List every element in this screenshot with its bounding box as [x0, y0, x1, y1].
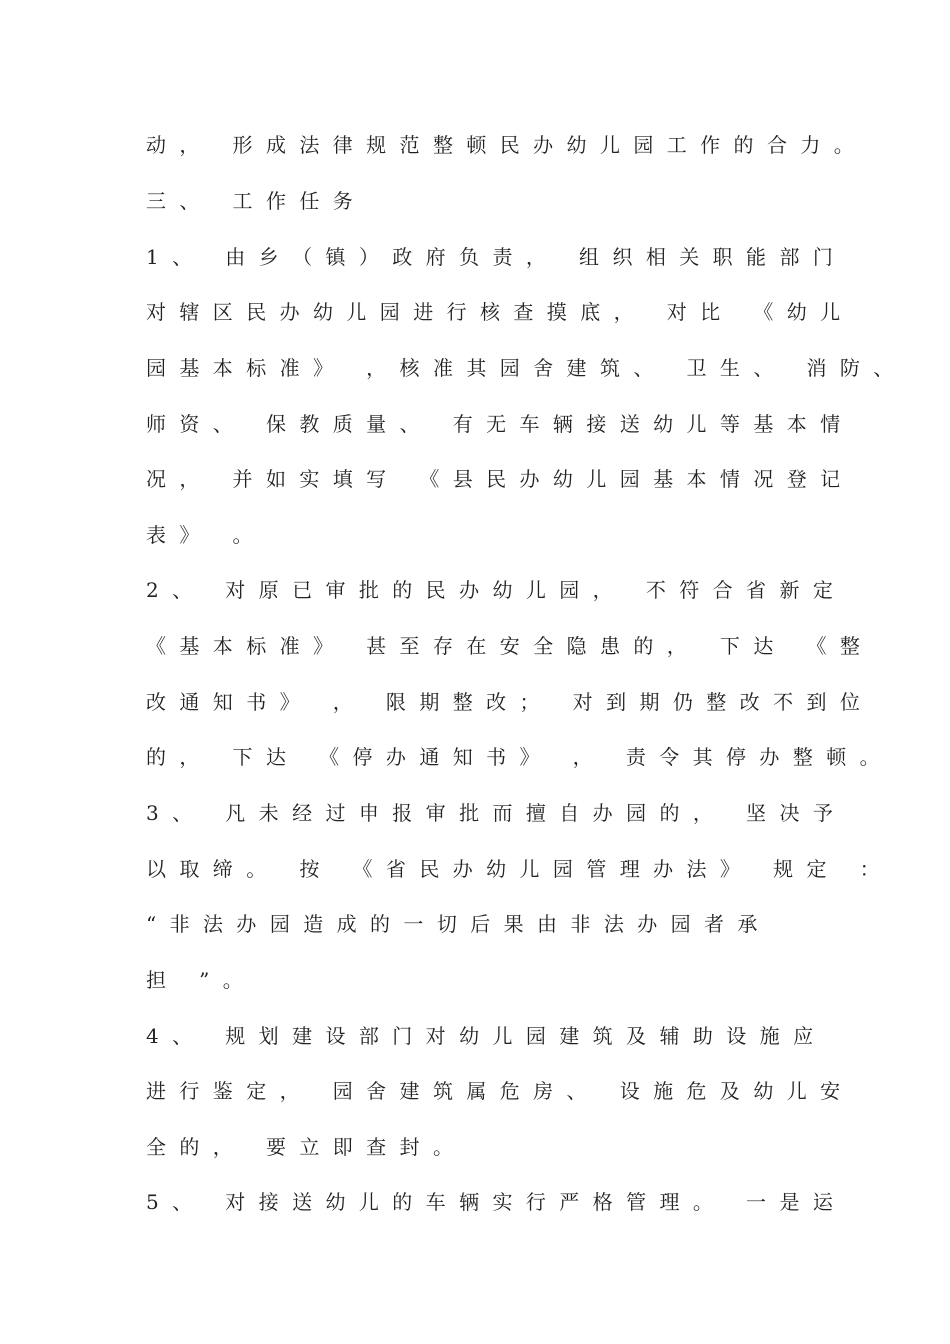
body-text-line: “非法办园造成的一切后果由非法办园者承 [146, 912, 771, 936]
body-text-line: 动， 形成法律规范整顿民办幼儿园工作的合力。 [146, 133, 868, 157]
body-text-line: 3、 凡未经过申报审批而擅自办园的， 坚决予 [146, 801, 847, 825]
body-text-line: 况， 并如实填写 《县民办幼儿园基本情况登记 [146, 467, 854, 491]
body-text-line: 《基本标准》 甚至存在安全隐患的， 下达 《整 [146, 634, 874, 658]
body-text-line: 进行鉴定， 园舍建筑属危房、 设施危及幼儿安 [146, 1079, 854, 1103]
body-text-line: 师资、 保教质量、 有无车辆接送幼儿等基本情 [146, 412, 854, 436]
body-text-line: 担 ”。 [146, 968, 257, 992]
body-text-line: 1、 由乡（镇）政府负责， 组织相关职能部门 [146, 245, 847, 269]
body-text-line: 表》 。 [146, 523, 266, 547]
body-text-line: 4、 规划建设部门对幼儿园建筑及辅助设施应 [146, 1024, 827, 1048]
body-text-line: 的， 下达 《停办通知书》 ， 责令其停办整顿。 [146, 745, 894, 769]
body-text-line: 全的， 要立即查封。 [146, 1135, 467, 1159]
body-text-line: 2、 对原已审批的民办幼儿园， 不符合省新定 [146, 578, 847, 602]
body-text-line: 对辖区民办幼儿园进行核查摸底， 对比 《幼儿 [146, 300, 854, 324]
body-text-line: 改通知书》 ， 限期整改； 对到期仍整改不到位 [146, 690, 874, 714]
body-text-line: 以取缔。 按 《省民办幼儿园管理办法》 规定 ： [146, 857, 894, 881]
body-text-line: 5、 对接送幼儿的车辆实行严格管理。 一是运 [146, 1190, 847, 1214]
section-heading: 三、 工作任务 [146, 189, 367, 213]
body-text-line: 园基本标准》 ，核准其园舍建筑、 卫生、 消防、 [146, 356, 907, 380]
